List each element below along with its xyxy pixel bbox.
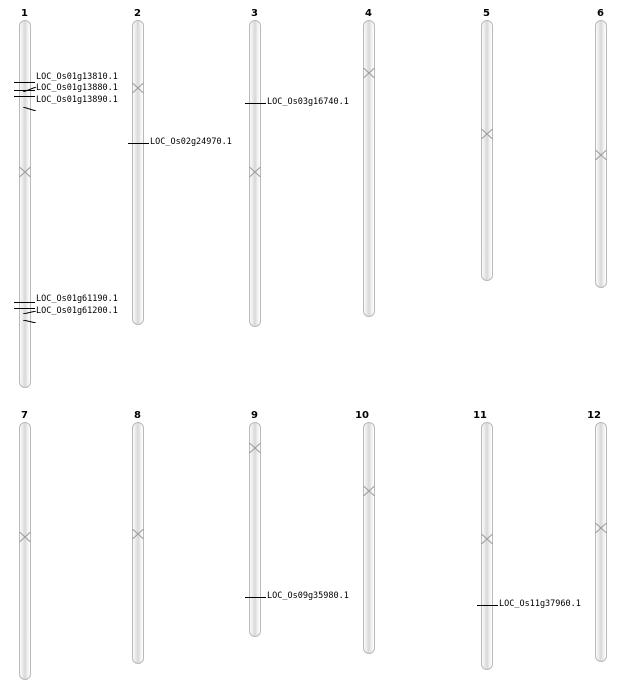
chromosome-number-label: 2 bbox=[134, 8, 141, 19]
marker-tick bbox=[128, 143, 149, 144]
centromere-7 bbox=[19, 532, 31, 542]
chromosome-number-label: 12 bbox=[587, 410, 601, 421]
chromosome-bar-9[interactable] bbox=[249, 422, 261, 637]
marker-leader bbox=[23, 77, 37, 82]
chromosome-bar-11[interactable] bbox=[481, 422, 493, 670]
chromosome-bar-7[interactable] bbox=[19, 422, 31, 680]
centromere-2 bbox=[132, 83, 144, 93]
chromosome-number-label: 3 bbox=[251, 8, 258, 19]
chromosome-number-label: 6 bbox=[597, 8, 604, 19]
marker-label: LOC_Os03g16740.1 bbox=[267, 97, 349, 107]
chromosome-bar-8[interactable] bbox=[132, 422, 144, 664]
marker-label: LOC_Os09g35980.1 bbox=[267, 591, 349, 601]
centromere-1 bbox=[19, 167, 31, 177]
chromosome-number-label: 9 bbox=[251, 410, 258, 421]
marker-label: LOC_Os01g61190.1 bbox=[36, 294, 118, 304]
marker-label: LOC_Os01g13810.1 bbox=[36, 72, 118, 82]
centromere-11 bbox=[481, 534, 493, 544]
centromere-6 bbox=[595, 150, 607, 160]
chromosome-bar-1[interactable] bbox=[19, 20, 31, 388]
marker-leader bbox=[23, 308, 37, 311]
marker-leader bbox=[23, 299, 37, 302]
chromosome-number-label: 7 bbox=[21, 410, 28, 421]
centromere-5 bbox=[481, 129, 493, 139]
marker-tick bbox=[14, 90, 35, 91]
chromosome-bar-12[interactable] bbox=[595, 422, 607, 662]
marker-tick bbox=[245, 103, 266, 104]
chromosome-bar-5[interactable] bbox=[481, 20, 493, 281]
marker-label: LOC_Os11g37960.1 bbox=[499, 599, 581, 609]
chromosome-bar-4[interactable] bbox=[363, 20, 375, 317]
chromosome-number-label: 5 bbox=[483, 8, 490, 19]
chromosome-bar-2[interactable] bbox=[132, 20, 144, 325]
marker-label: LOC_Os02g24970.1 bbox=[150, 137, 232, 147]
chromosome-number-label: 11 bbox=[473, 410, 487, 421]
chromosome-number-label: 8 bbox=[134, 410, 141, 421]
centromere-12 bbox=[595, 523, 607, 533]
chromosome-number-label: 1 bbox=[21, 8, 28, 19]
marker-tick bbox=[14, 82, 35, 83]
marker-tick bbox=[245, 597, 266, 598]
centromere-3 bbox=[249, 167, 261, 177]
centromere-8 bbox=[132, 529, 144, 539]
marker-tick bbox=[14, 302, 35, 303]
centromere-9 bbox=[249, 443, 261, 453]
chromosome-number-label: 4 bbox=[365, 8, 372, 19]
chromosome-number-label: 10 bbox=[355, 410, 369, 421]
marker-tick bbox=[477, 605, 498, 606]
marker-label: LOC_Os01g13880.1 bbox=[36, 83, 118, 93]
centromere-4 bbox=[363, 68, 375, 78]
marker-leader bbox=[23, 96, 37, 100]
centromere-10 bbox=[363, 486, 375, 496]
marker-label: LOC_Os01g13890.1 bbox=[36, 95, 118, 105]
chromosome-bar-10[interactable] bbox=[363, 422, 375, 654]
marker-label: LOC_Os01g61200.1 bbox=[36, 306, 118, 316]
